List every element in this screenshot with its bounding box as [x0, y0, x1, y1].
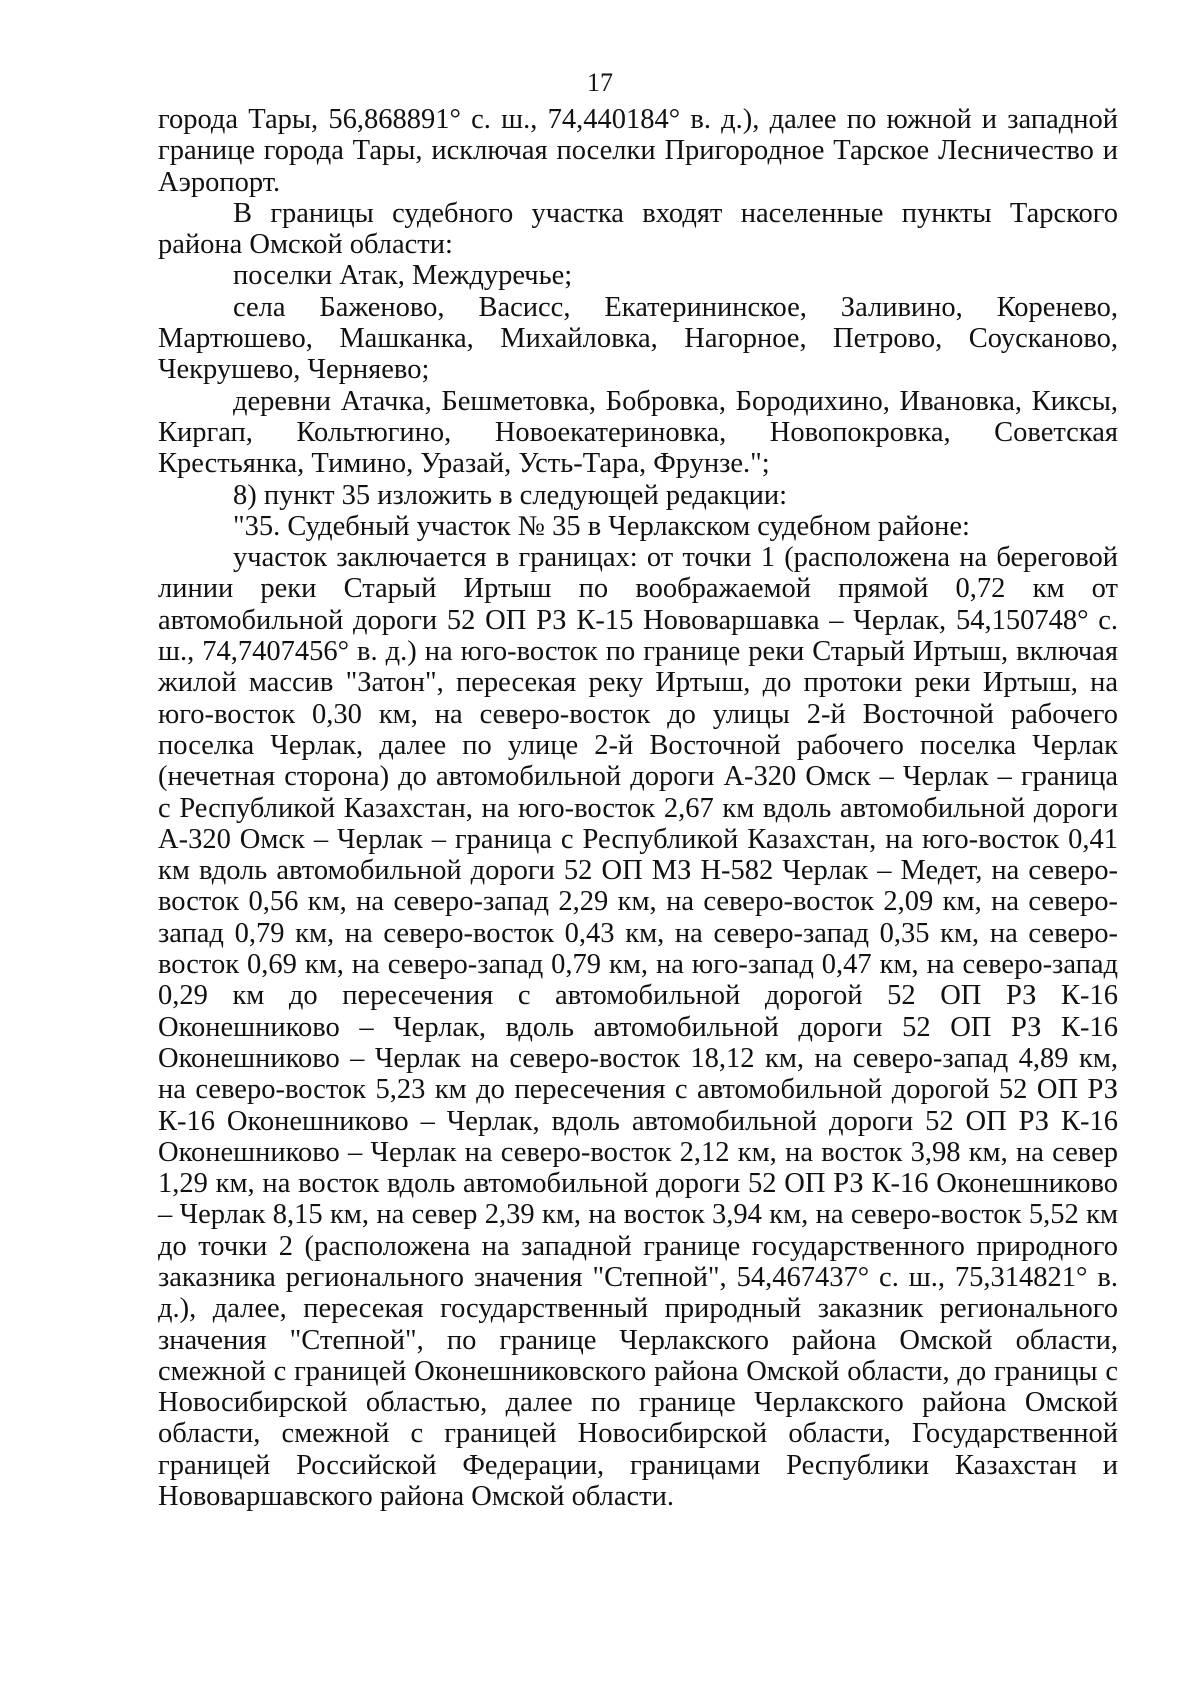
paragraph-settlements-derevni: деревни Атачка, Бешметовка, Бобровка, Бородихино, Ивановка, Киксы, Киргап, Кольтюгино, Новоекатериновка, Новопокровка, Советская Крестьянка, Тимино, Уразай, Усть-Тара, Фрунзе.";: [158, 385, 1118, 480]
page-number: 17: [587, 68, 613, 97]
paragraph-amendment-item-8: 8) пункт 35 изложить в следующей редакции:: [233, 479, 788, 511]
paragraph-settlements-poselki: поселки Атак, Междуречье;: [233, 260, 573, 292]
paragraph-settlements-sela: села Баженово, Васисс, Екатерининское, Заливино, Коренево, Мартюшево, Машканка, Михайловка, Нагорное, Петрово, Соусканово, Чекрушево, Черняево;: [158, 291, 1118, 386]
paragraph-section-35-boundary: участок заключается в границах: от точки 1 (расположена на береговой линии реки Старый Иртыш по воображаемой прямой 0,72 км от автомобильной дороги 52 ОП РЗ К-15 Нововаршавка – Черлак, 54,150748° с. ш., 74,7407456° в. д.) на юго-восток по границе реки Старый Иртыш, включая жилой массив "Затон", пересекая реку Иртыш, до протоки реки Иртыш, на юго-восток 0,30 км, на северо-восток до улицы 2-й Восточной рабочего поселка Черлак, далее по улице 2-й Восточной рабочего поселка Черлак (нечетная сторона) до автомобильной дороги А-320 Омск – Черлак – граница с Республикой Казахстан, на юго-восток 2,67 км вдоль автомобильной дороги А-320 Омск – Черлак – граница с Республикой Казахстан, на юго-восток 0,41 км вдоль автомобильной дороги 52 ОП МЗ Н-582 Черлак – Медет, на северо-восток 0,56 км, на северо-запад 2,29 км, на северо-восток 2,09 км, на северо-запад 0,79 км, на северо-восток 0,43 км, на северо-запад 0,35 км, на северо-восток 0,69 км, на северо-запад 0,79 км, на юго-запад 0,47 км, на северо-запад 0,29 км до пересечения с автомобильной дорогой 52 ОП РЗ К-16 Оконешниково – Черлак, вдоль автомобильной дороги 52 ОП РЗ К-16 Оконешниково – Черлак на северо-восток 18,12 км, на северо-запад 4,89 км, на северо-восток 5,23 км до пересечения с автомобильной дорогой 52 ОП РЗ К-16 Оконешниково – Черлак, вдоль автомобильной дороги 52 ОП РЗ К-16 Оконешниково – Черлак на северо-восток 2,12 км, на восток 3,98 км, на север 1,29 км, на восток вдоль автомобильной дороги 52 ОП РЗ К-16 Оконешниково – Черлак 8,15 км, на север 2,39 км, на восток 3,94 км, на северо-восток 5,52 км до точки 2 (расположена на западной границе государственного природного заказника регионального значения "Степной", 54,467437° с. ш., 75,314821° в. д.), далее, пересекая государственный природный заказник регионального значения "Степной", по границе Черлакского района Омской области, смежной с границей Оконешниковского района Омской области, до границы с Новосибирской областью, далее по границе Черлакского района Омской области, смежной с границей Новосибирской области, Государственной границей Российской Федерации, границами Республики Казахстан и Нововаршавского района Омской области.: [158, 542, 1118, 1513]
paragraph-tara-boundary-end: города Тары, 56,868891° с. ш., 74,440184° в. д.), далее по южной и западной границе города Тары, исключая поселки Пригородное Тарское Лесничество и Аэропорт.: [158, 104, 1118, 198]
paragraph-section-35-heading: "35. Судебный участок № 35 в Черлакском судебном районе:: [233, 510, 970, 542]
paragraph-settlements-intro: В границы судебного участка входят населенные пункты Тарского района Омской области:: [158, 197, 1118, 261]
document-body: [158, 104, 1118, 1512]
